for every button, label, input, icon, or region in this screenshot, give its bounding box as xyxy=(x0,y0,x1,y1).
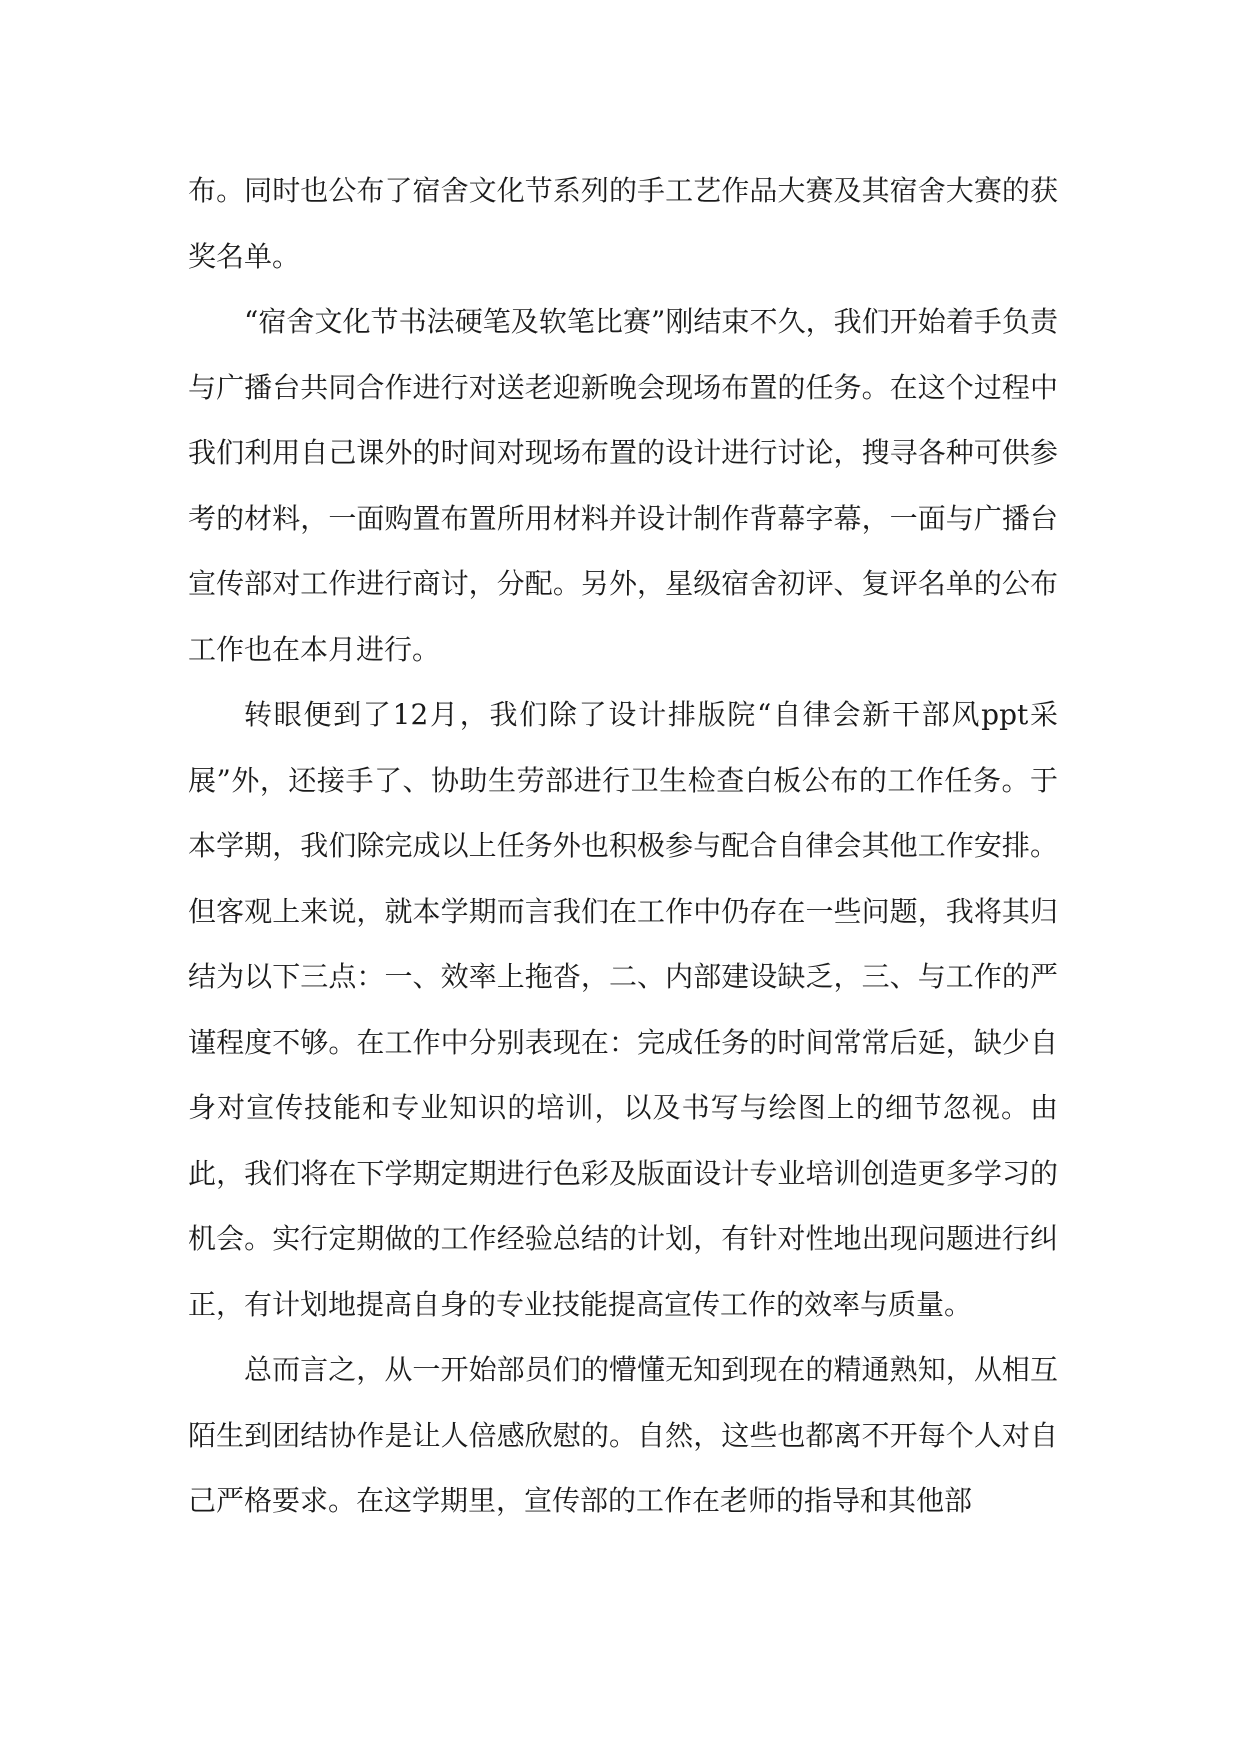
paragraph-1: 布。同时也公布了宿舍文化节系列的手工艺作品大赛及其宿舍大赛的获奖名单。 xyxy=(188,174,1058,273)
paragraph-2: “宿舍文化节书法硬笔及软笔比赛”刚结束不久，我们开始着手负责与广播台共同合作进行对送老迎新晚会现场布置的任务。在这个过程中我们利用自己课外的时间对现场布置的设计进行讨论，搜寻各种可供参考的材料，一面购置布置所用材料并设计制作背幕字幕，一面与广播台宣传部对工作进行商讨，分配。另外，星级宿舍初评、复评名单的公布工作也在本月进行。 xyxy=(188,305,1058,666)
document-body xyxy=(188,158,1058,1534)
paragraph-4: 总而言之，从一开始部员们的懵懂无知到现在的精通熟知，从相互陌生到团结协作是让人倍感欣慰的。自然，这些也都离不开每个人对自己严格要求。在这学期里，宣传部的工作在老师的指导和其他部 xyxy=(188,1353,1058,1517)
paragraph-3: 转眼便到了12月，我们除了设计排版院“自律会新干部风ppt采展”外，还接手了、协助生劳部进行卫生检查白板公布的工作任务。于本学期，我们除完成以上任务外也积极参与配合自律会其他工作安排。但客观上来说，就本学期而言我们在工作中仍存在一些问题，我将其归结为以下三点：一、效率上拖沓，二、内部建设缺乏，三、与工作的严谨程度不够。在工作中分别表现在：完成任务的时间常常后延，缺少自身对宣传技能和专业知识的培训，以及书写与绘图上的细节忽视。由此，我们将在下学期定期进行色彩及版面设计专业培训创造更多学习的机会。实行定期做的工作经验总结的计划，有针对性地出现问题进行纠正，有计划地提高自身的专业技能提高宣传工作的效率与质量。 xyxy=(188,698,1058,1321)
